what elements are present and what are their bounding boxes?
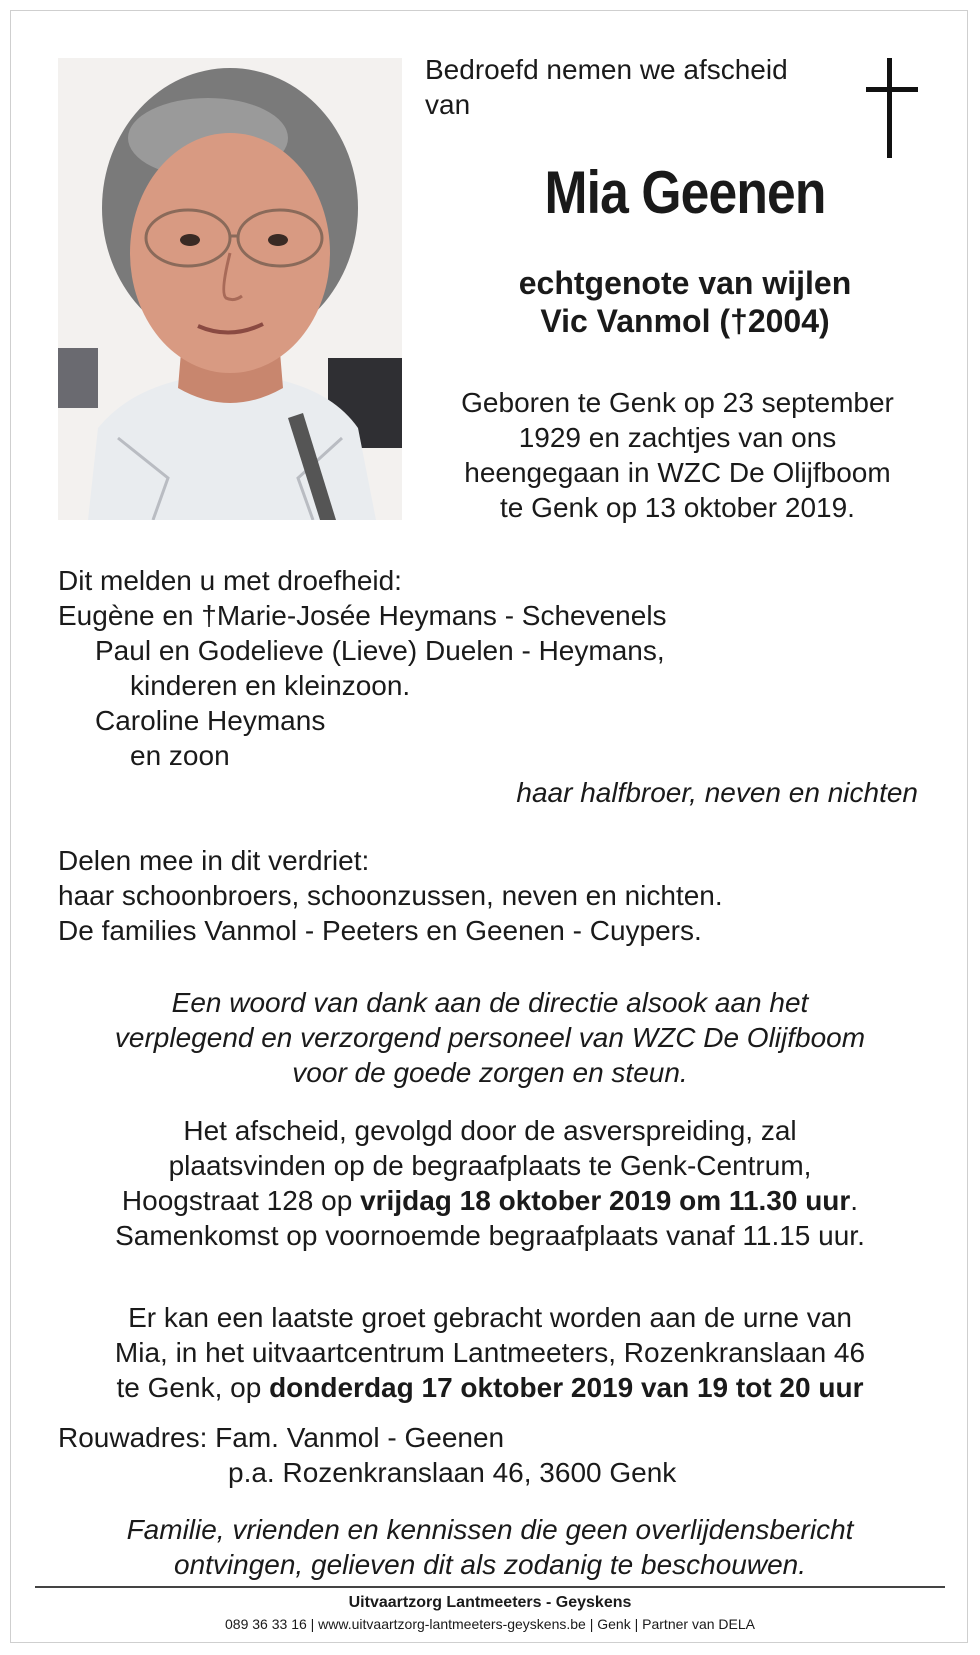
mourner-line: kinderen en kleinzoon. <box>130 670 411 701</box>
farewell-place: te Genk, op <box>116 1372 270 1403</box>
deceased-name: Mia Geenen <box>544 159 826 226</box>
intro-line: van <box>425 89 471 120</box>
mourner-line: Eugène en †Marie-Josée Heymans - Schevenels <box>58 600 667 631</box>
farewell-info <box>30 1300 950 1405</box>
mourners-list <box>58 563 938 773</box>
birth-death-text <box>415 385 940 525</box>
born-line: heengegaan in WZC De Olijfboom <box>464 457 891 488</box>
address-line: Rouwadres: Fam. Vanmol - Geenen <box>58 1422 505 1453</box>
funeral-info <box>30 1113 950 1253</box>
footer-contact: 089 36 33 16 | www.uitvaartzorg-lantmeeters-geyskens.be | Genk | Partner van DELA <box>225 1616 755 1632</box>
farewell-date: donderdag 17 oktober 2019 van 19 tot 20 uur <box>269 1372 864 1403</box>
funeral-date: vrijdag 18 oktober 2019 om 11.30 uur <box>360 1185 851 1216</box>
notice-line: ontvingen, gelieven dit als zodanig te beschouwen. <box>174 1549 806 1580</box>
share-grief-text <box>58 843 938 948</box>
born-line: Geboren te Genk op 23 september <box>461 387 894 418</box>
notice-line: Familie, vrienden en kennissen die geen overlijdensbericht <box>126 1514 854 1545</box>
portrait-photo <box>58 58 402 520</box>
mourner-line: Caroline Heymans <box>95 705 326 736</box>
footer-company: Uitvaartzorg Lantmeeters - Geyskens <box>348 1594 632 1611</box>
funeral-line: plaatsvinden op de begraafplaats te Genk-Centrum, <box>168 1150 812 1181</box>
closing-notice <box>30 1512 950 1582</box>
share-intro: Delen mee in dit verdriet: <box>58 845 370 876</box>
farewell-line: Er kan een laatste groet gebracht worden aan de urne van <box>128 1302 852 1333</box>
mourners-closing: haar halfbroer, neven en nichten <box>516 777 918 808</box>
intro-text <box>425 52 825 122</box>
born-line: 1929 en zachtjes van ons <box>518 422 837 453</box>
share-line: De families Vanmol - Peeters en Geenen - Cuypers. <box>58 915 702 946</box>
mourner-line: en zoon <box>130 740 230 771</box>
mourners-intro: Dit melden u met droefheid: <box>58 565 402 596</box>
thanks-line: verplegend en verzorgend personeel van WZC De Olijfboom <box>114 1022 866 1053</box>
address-line: p.a. Rozenkranslaan 46, 3600 Genk <box>228 1457 677 1488</box>
thanks-line: Een woord van dank aan de directie alsook aan het <box>171 987 809 1018</box>
spouse-line: Vic Vanmol (†2004) <box>540 303 830 339</box>
mourning-address <box>58 1420 938 1490</box>
thanks-line: voor de goede zorgen en steun. <box>292 1057 688 1088</box>
farewell-line: Mia, in het uitvaartcentrum Lantmeeters, Rozenkranslaan 46 <box>114 1337 866 1368</box>
spouse-line: echtgenote van wijlen <box>518 265 852 301</box>
funeral-address: Hoogstraat 128 op <box>121 1185 361 1216</box>
funeral-line: Het afscheid, gevolgd door de asverspreiding, zal <box>183 1115 797 1146</box>
spouse-text <box>430 264 940 340</box>
farewell-line <box>30 1370 950 1405</box>
cross-icon <box>858 58 922 160</box>
share-line: haar schoonbroers, schoonzussen, neven en nichten. <box>58 880 723 911</box>
mourner-line: Paul en Godelieve (Lieve) Duelen - Heymans, <box>95 635 665 666</box>
footer-divider <box>35 1586 945 1588</box>
funeral-line: Samenkomst op voornoemde begraafplaats vanaf 11.15 uur. <box>115 1220 865 1251</box>
born-line: te Genk op 13 oktober 2019. <box>500 492 855 523</box>
intro-line: Bedroefd nemen we afscheid <box>425 54 788 85</box>
thanks-text <box>40 985 940 1090</box>
funeral-period: . <box>850 1185 859 1216</box>
funeral-line <box>30 1183 950 1218</box>
